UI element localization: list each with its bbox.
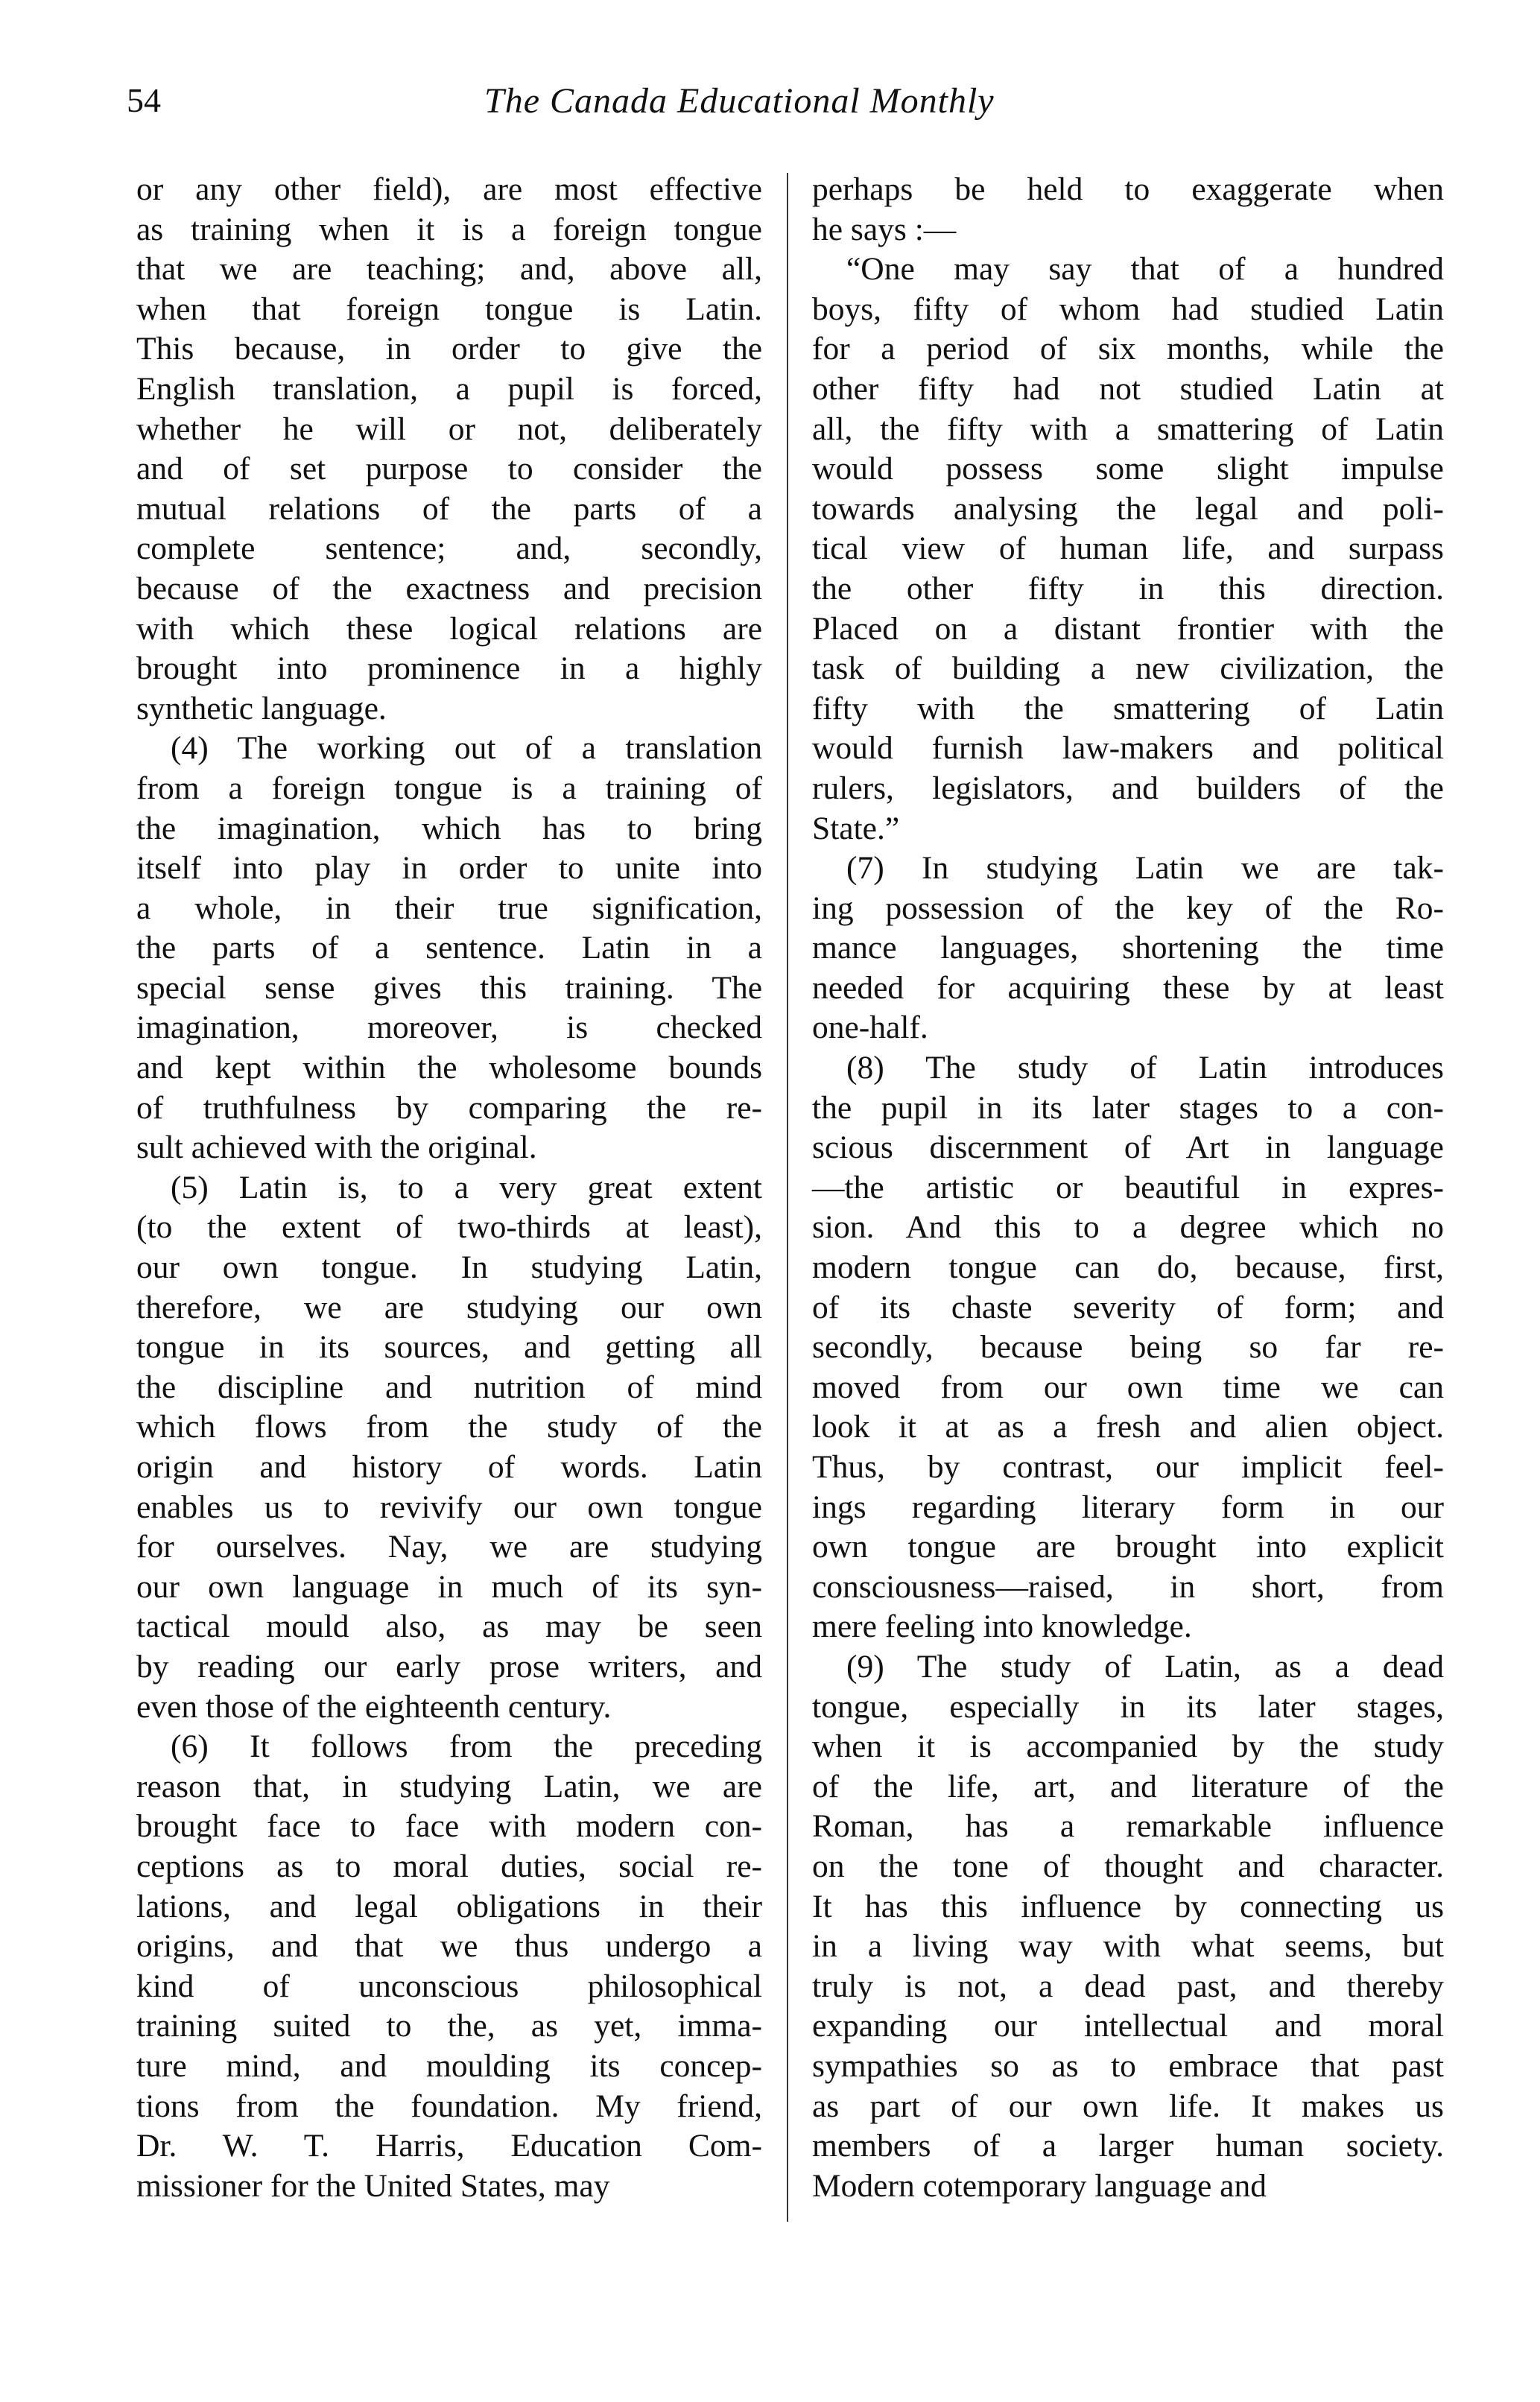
left-column-line: imagination, moreover, is checked <box>136 1010 762 1046</box>
left-column-line: synthetic language. <box>136 690 387 726</box>
right-column-line: Roman, has a remarkable influence <box>812 1808 1444 1845</box>
right-column-line: other fifty had not studied Latin at <box>812 370 1444 407</box>
right-column-line: in a living way with what seems, but <box>812 1928 1444 1965</box>
right-column-line: towards analysing the legal and poli- <box>812 490 1444 527</box>
left-column-line: This because, in order to give the <box>136 331 762 367</box>
right-column-line: ing possession of the key of the Ro- <box>812 890 1444 926</box>
left-column-line: enables us to revivify our own tongue <box>136 1489 762 1525</box>
left-column-line: (4) The working out of a translation <box>171 730 762 767</box>
left-column-line: English translation, a pupil is forced, <box>136 370 762 407</box>
left-column-line: ture mind, and moulding its concep- <box>136 2047 762 2084</box>
left-column-line: for ourselves. Nay, we are studying <box>136 1529 762 1565</box>
left-column-line: ceptions as to moral duties, social re- <box>136 1848 762 1884</box>
left-column-line: that we are teaching; and, above all, <box>136 251 762 288</box>
left-column-line: our own language in much of its syn- <box>136 1568 762 1605</box>
left-column-line: missioner for the United States, may <box>136 2167 610 2204</box>
right-column-line: on the tone of thought and character. <box>812 1848 1444 1884</box>
left-column-line: reason that, in studying Latin, we are <box>136 1768 762 1804</box>
right-column-line: State.” <box>812 810 900 846</box>
left-column-line: sult achieved with the original. <box>136 1129 537 1166</box>
left-column-line: (5) Latin is, to a very great extent <box>171 1169 762 1205</box>
left-column-line: because of the exactness and precision <box>136 570 762 606</box>
page-number: 54 <box>127 81 161 119</box>
left-column-line: kind of unconscious philosophical <box>136 1968 762 2004</box>
right-column-line: Thus, by contrast, our implicit feel- <box>812 1449 1444 1485</box>
left-column-line: brought into prominence in a highly <box>136 650 762 687</box>
left-column-line: origin and history of words. Latin <box>136 1449 762 1485</box>
right-column-line: tongue, especially in its later stages, <box>812 1688 1444 1725</box>
left-column-line: as training when it is a foreign tongue <box>136 211 762 247</box>
left-column-line: our own tongue. In studying Latin, <box>136 1249 762 1286</box>
left-column-line: when that foreign tongue is Latin. <box>136 291 762 327</box>
left-column-line: by reading our early prose writers, and <box>136 1648 762 1685</box>
right-column-line: of the life, art, and literature of the <box>812 1768 1444 1804</box>
right-column-line: (9) The study of Latin, as a dead <box>846 1648 1444 1685</box>
right-column-line: would possess some slight impulse <box>812 451 1444 487</box>
left-column-line: itself into play in order to unite into <box>136 850 762 887</box>
right-column-line: members of a larger human society. <box>812 2128 1444 2164</box>
right-column-line: when it is accompanied by the study <box>812 1728 1444 1765</box>
right-column-line: as part of our own life. It makes us <box>812 2088 1444 2124</box>
right-column-line: all, the fifty with a smattering of Latin <box>812 411 1444 447</box>
right-column-line: mance languages, shortening the time <box>812 930 1444 966</box>
left-column-line: whether he will or not, deliberately <box>136 411 762 447</box>
left-column-line: a whole, in their true signification, <box>136 890 762 926</box>
right-column-line: sion. And this to a degree which no <box>812 1209 1444 1246</box>
left-column-line: (to the extent of two-thirds at least), <box>136 1209 762 1246</box>
left-column-line: or any other field), are most effective <box>136 171 762 207</box>
left-column-line: training suited to the, as yet, imma- <box>136 2008 762 2044</box>
left-column-line: and kept within the wholesome bounds <box>136 1050 762 1086</box>
right-column-line: moved from our own time we can <box>812 1369 1444 1405</box>
right-column-line: for a period of six months, while the <box>812 331 1444 367</box>
right-column-line: tical view of human life, and surpass <box>812 530 1444 567</box>
left-column-line: even those of the eighteenth century. <box>136 1688 612 1725</box>
left-column-line: the imagination, which has to bring <box>136 810 762 846</box>
left-column-line: lations, and legal obligations in their <box>136 1888 762 1924</box>
right-column-line: needed for acquiring these by at least <box>812 969 1444 1006</box>
right-column-line: task of building a new civilization, the <box>812 650 1444 687</box>
right-column-line: perhaps be held to exaggerate when <box>812 171 1444 207</box>
right-column-line: ings regarding literary form in our <box>812 1489 1444 1525</box>
left-column-line: the discipline and nutrition of mind <box>136 1369 762 1405</box>
left-column-line: brought face to face with modern con- <box>136 1808 762 1845</box>
right-column-line: secondly, because being so far re- <box>812 1329 1444 1366</box>
right-column-line: he says :— <box>812 211 957 247</box>
right-column-line: the pupil in its later stages to a con- <box>812 1089 1444 1126</box>
left-column <box>136 170 762 2206</box>
left-column-line: the parts of a sentence. Latin in a <box>136 930 762 966</box>
right-column-line: the other fifty in this direction. <box>812 570 1444 606</box>
right-column-line: boys, fifty of whom had studied Latin <box>812 291 1444 327</box>
right-column-line: expanding our intellectual and moral <box>812 2008 1444 2044</box>
left-column-line: which flows from the study of the <box>136 1409 762 1445</box>
left-column-line: tactical mould also, as may be seen <box>136 1609 762 1645</box>
right-column-line: Placed on a distant frontier with the <box>812 610 1444 647</box>
right-column-line: own tongue are brought into explicit <box>812 1529 1444 1565</box>
left-column-line: Dr. W. T. Harris, Education Com- <box>136 2128 762 2164</box>
right-column-line: (8) The study of Latin introduces <box>846 1050 1444 1086</box>
left-column-line: from a foreign tongue is a training of <box>136 770 762 806</box>
right-column-line: Modern cotemporary language and <box>812 2167 1267 2204</box>
left-column-line: mutual relations of the parts of a <box>136 490 762 527</box>
right-column-line: modern tongue can do, because, first, <box>812 1249 1444 1286</box>
right-column-line: sympathies so as to embrace that past <box>812 2047 1444 2084</box>
left-column-line: origins, and that we thus undergo a <box>136 1928 762 1965</box>
left-column-line: and of set purpose to consider the <box>136 451 762 487</box>
left-column-line: special sense gives this training. The <box>136 969 762 1006</box>
right-column-line: (7) In studying Latin we are tak- <box>846 850 1444 887</box>
page-header <box>127 80 1505 140</box>
right-column-line: It has this influence by connecting us <box>812 1888 1444 1924</box>
left-column-line: with which these logical relations are <box>136 610 762 647</box>
right-column-line: one-half. <box>812 1010 928 1046</box>
left-column-line: of truthfulness by comparing the re- <box>136 1089 762 1126</box>
journal-title: The Canada Educational Monthly <box>484 81 995 121</box>
right-column-line: fifty with the smattering of Latin <box>812 690 1444 726</box>
right-column-line: mere feeling into knowledge. <box>812 1609 1192 1645</box>
right-column-line: “One may say that of a hundred <box>846 251 1444 288</box>
right-column-line: of its chaste severity of form; and <box>812 1289 1444 1325</box>
left-column-line: (6) It follows from the preceding <box>171 1728 762 1765</box>
right-column-line: consciousness—raised, in short, from <box>812 1568 1444 1605</box>
right-column-line: rulers, legislators, and builders of the <box>812 770 1444 806</box>
right-column-line: would furnish law-makers and political <box>812 730 1444 767</box>
right-column-line: truly is not, a dead past, and thereby <box>812 1968 1444 2004</box>
right-column-line: scious discernment of Art in language <box>812 1129 1444 1166</box>
left-column-line: therefore, we are studying our own <box>136 1289 762 1325</box>
right-column-line: —the artistic or beautiful in expres- <box>812 1169 1444 1205</box>
right-column <box>812 170 1444 2206</box>
column-divider <box>787 173 788 2222</box>
right-column-line: look it at as a fresh and alien object. <box>812 1409 1444 1445</box>
left-column-line: tongue in its sources, and getting all <box>136 1329 762 1366</box>
left-column-line: complete sentence; and, secondly, <box>136 530 762 567</box>
left-column-line: tions from the foundation. My friend, <box>136 2088 762 2124</box>
